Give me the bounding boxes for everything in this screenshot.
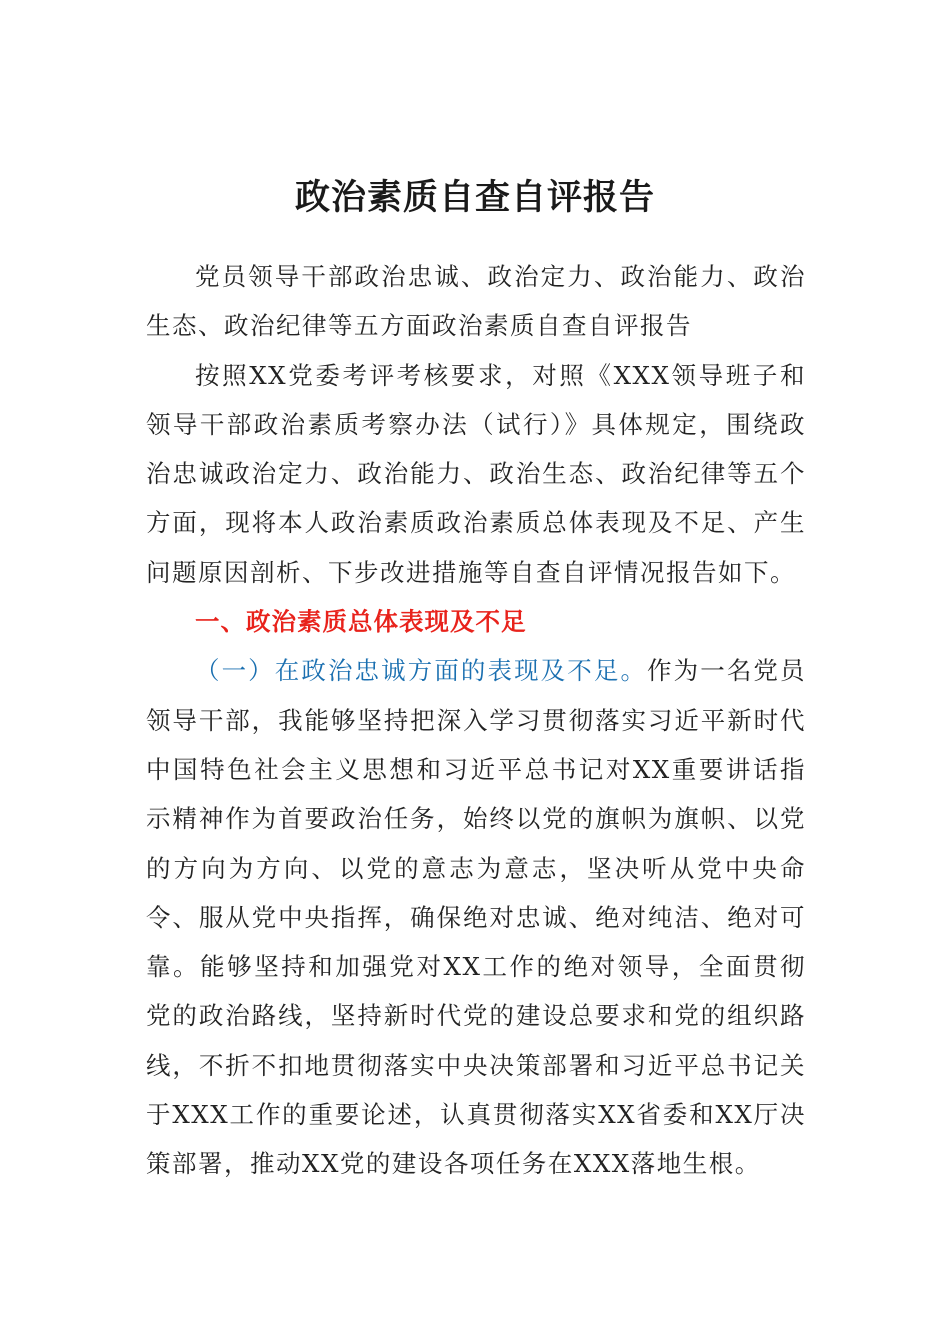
intro-paragraph: 党员领导干部政治忠诚、政治定力、政治能力、政治生态、政治纪律等五方面政治素质自查自评报告	[146, 262, 806, 341]
document-title: 政治素质自查自评报告	[294, 177, 655, 218]
document-body	[146, 252, 806, 1189]
body-paragraph-1: 按照XX党委考评考核要求，对照《XXX领导班子和领导干部政治素质考察办法（试行）》具体规定，围绕政治忠诚政治定力、政治能力、政治生态、政治纪律等五个方面，现将本人政治素质政治素质总体表现及不足、产生问题原因剖析、下步改进措施等自查自评情况报告如下。	[146, 360, 806, 587]
section-heading-1: 一、政治素质总体表现及不足	[195, 607, 527, 637]
subsection-title-1: （一）在政治忠诚方面的表现及不足。	[195, 656, 648, 686]
subsection-paragraph-1	[146, 646, 806, 1188]
subsection-body-1: 作为一名党员领导干部，我能够坚持把深入学习贯彻落实习近平新时代中国特色社会主义思想和习近平总书记对XX重要讲话指示精神作为首要政治任务，始终以党的旗帜为旗帜、以党的方向为方向、以党的意志为意志，坚决听从党中央命令、服从党中央指挥，确保绝对忠诚、绝对纯洁、绝对可靠。能够坚持和加强党对XX工作的绝对领导，全面贯彻党的政治路线，坚持新时代党的建设总要求和党的组织路线，不折不扣地贯彻落实中央决策部署和习近平总书记关于XXX工作的重要论述，认真贯彻落实XX省委和XX厅决策部署，推动XX党的建设各项任务在XXX落地生根。	[146, 656, 807, 1179]
